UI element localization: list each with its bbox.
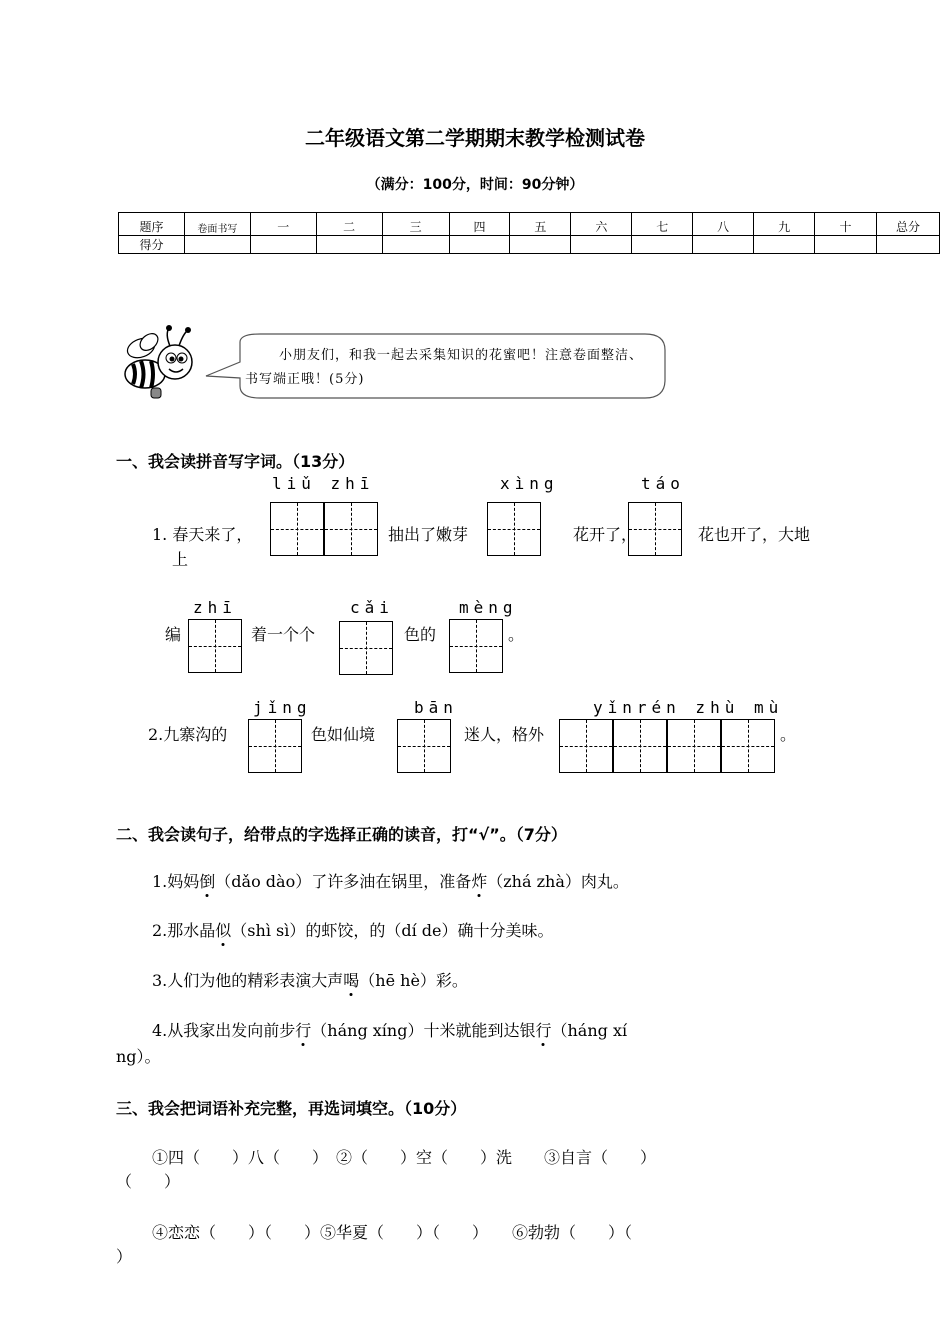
char-box[interactable] — [324, 502, 378, 556]
char-box[interactable] — [628, 502, 682, 556]
question-2-2: 2.那水晶似（shì sì）的虾饺，的（dí de）确十分美味。 — [152, 918, 554, 941]
char-box[interactable] — [721, 719, 775, 773]
exam-info: （满分：100分，时间：90分钟） — [366, 177, 584, 193]
char-box[interactable] — [339, 621, 393, 675]
pinyin-yinrenzhumu: yǐnrén zhù mù — [593, 698, 784, 717]
char-box[interactable] — [449, 619, 503, 673]
char-box[interactable] — [487, 502, 541, 556]
bubble-text: 小朋友们，和我一起去采集知识的花蜜吧！注意卷面整洁、书写端正哦！(5分) — [245, 348, 644, 387]
section-1-heading: 一、我会读拼音写字词。（13分） — [116, 452, 355, 471]
char-box[interactable] — [667, 719, 721, 773]
question-2-1: 1.妈妈倒（dǎo dào）了许多油在锅里，准备炸（zhá zhà）肉丸。 — [152, 869, 629, 892]
bee-icon — [115, 322, 205, 404]
page-title: 二年级语文第二学期期末教学检测试卷 — [305, 126, 645, 150]
char-box[interactable] — [248, 719, 302, 773]
question-2-4: 4.从我家出发向前步行（háng xíng）十米就能到达银行（háng xí — [152, 1018, 627, 1041]
section-3-heading: 三、我会把词语补充完整，再选词填空。（10分） — [116, 1099, 467, 1118]
score-table — [118, 212, 940, 254]
char-box[interactable] — [613, 719, 667, 773]
pinyin-jing: jǐng — [253, 698, 312, 717]
char-box[interactable] — [559, 719, 613, 773]
word-fill-row-2: ④恋恋（ ）（ ）⑤华夏（ ）（ ） ⑥勃勃（ ）（ — [152, 1223, 633, 1242]
char-box[interactable] — [188, 619, 242, 673]
char-box[interactable] — [397, 719, 451, 773]
pinyin-meng: mèng — [459, 598, 518, 617]
pinyin-liuzhi: liǔ zhī — [272, 474, 375, 493]
pinyin-xing: xìng — [500, 474, 559, 493]
pinyin-ban: bān — [414, 698, 458, 717]
word-fill-row-1: ①四（ ）八（ ） ②（ ）空（ ）洗 ③自言（ ） — [152, 1148, 657, 1167]
score-table-score-row: 得分 — [119, 236, 940, 254]
pinyin-tao: táo — [641, 474, 685, 493]
question-2-3: 3.人们为他的精彩表演大声喝（hē hè）彩。 — [152, 968, 468, 991]
pinyin-cai: cǎi — [350, 598, 394, 617]
char-box[interactable] — [270, 502, 324, 556]
pinyin-zhi: zhī — [193, 598, 237, 617]
section-2-heading: 二、我会读句子，给带点的字选择正确的读音，打“√”。（7分） — [116, 825, 567, 844]
score-table-header-row: 题序 卷面书写 一 二 三 四 五 六 七 八 九 十 总分 — [119, 213, 940, 236]
